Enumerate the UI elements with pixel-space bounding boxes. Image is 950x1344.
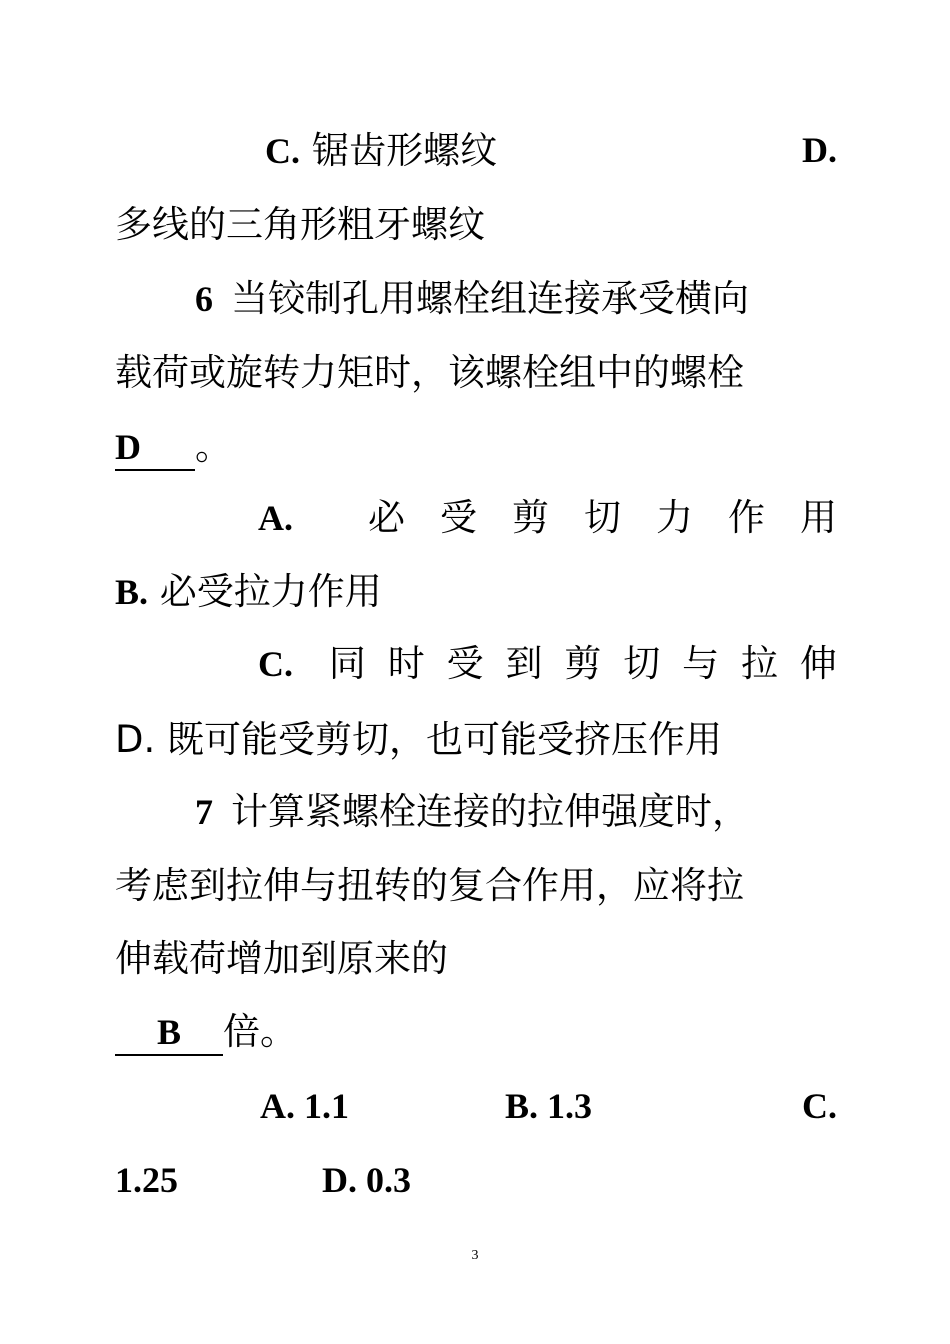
q7-options-row-2 [115, 1152, 837, 1208]
q7-option-b: B. 1.3 [505, 1086, 593, 1126]
q7-option-c-letter: C. [802, 1086, 837, 1126]
q6-answer-blank: D [115, 425, 195, 471]
q6-option-d: D. 既可能受剪切，也可能受挤压作用 [115, 718, 723, 761]
q5-options-cd-row [115, 122, 837, 178]
page-number: 3 [471, 1248, 479, 1263]
q6-option-c-row: C. 同 时 受 到 剪 切 与 拉 伸 [115, 636, 837, 692]
q6-number: 6 [195, 279, 213, 319]
q6-option-a-row: A. 必 受 剪 切 力 作 用 [115, 490, 837, 546]
q7-stem-line-1: 7 计算紧螺栓连接的拉伸强度时， [195, 790, 749, 833]
q5-option-d-text: 多线的三角形粗牙螺纹 [115, 203, 485, 246]
q6-option-c-letter: C. [258, 644, 293, 684]
q7-option-a: A. 1.1 [260, 1086, 349, 1126]
q6-answer-line: D 。 [115, 418, 837, 474]
q7-options-row [115, 1078, 837, 1134]
q6-option-b: B. 必受拉力作用 [115, 570, 382, 613]
q6-option-a-letter: A. [258, 498, 293, 538]
q5-option-c-letter: C. [265, 130, 300, 171]
q7-stem-line-3: 伸载荷增加到原来的 [115, 937, 448, 980]
q7-option-d: D. 0.3 [322, 1160, 411, 1200]
q6-stem-line-1: 6 当铰制孔用螺栓组连接承受横向 [195, 277, 749, 320]
q7-stem-line-2: 考虑到拉伸与扭转的复合作用，应将拉 [115, 864, 744, 907]
q7-answer-line: B 倍。 [115, 1003, 837, 1059]
q6-stem-line-2: 载荷或旋转力矩时，该螺栓组中的螺栓 [115, 351, 744, 394]
q5-option-c-text: 锯齿形螺纹 [312, 128, 498, 172]
q5-option-d-letter: D. [802, 130, 837, 170]
q7-answer-blank: B [115, 1010, 223, 1056]
q7-number: 7 [195, 792, 213, 832]
q7-option-c-value: 1.25 [115, 1160, 178, 1200]
